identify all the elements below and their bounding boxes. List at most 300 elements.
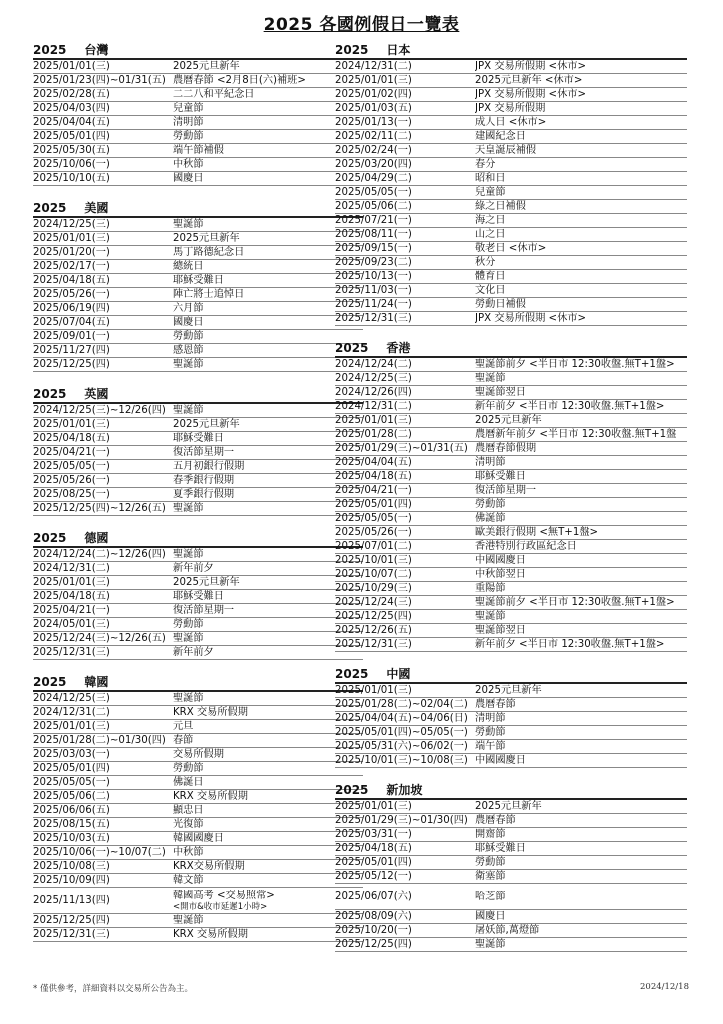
holiday-date: 2025/01/13(一) bbox=[335, 117, 412, 128]
holiday-date: 2025/01/01(三) bbox=[335, 685, 412, 696]
holiday-name-text: 聖誕節 bbox=[173, 503, 204, 514]
holiday-name-text: 聖誕節翌日 bbox=[475, 625, 526, 636]
section-header bbox=[335, 340, 687, 358]
table-row bbox=[335, 88, 687, 102]
holiday-date: 2025/08/11(一) bbox=[335, 229, 412, 240]
holiday-date: 2025/10/03(五) bbox=[33, 833, 110, 844]
table-row bbox=[33, 358, 363, 372]
holiday-date: 2025/12/25(四) bbox=[33, 359, 110, 370]
holiday-name bbox=[475, 828, 687, 841]
holiday-name bbox=[475, 638, 687, 651]
holiday-name-text: 中秋節 bbox=[173, 847, 204, 858]
holiday-name bbox=[475, 938, 687, 951]
table-row bbox=[33, 274, 363, 288]
holiday-date: 2025/05/05(一) bbox=[33, 461, 110, 472]
holiday-date: 2025/05/31(六)~06/02(一) bbox=[335, 741, 468, 752]
holiday-name-text: 新年前夕 <半日市 12:30收盤.無T+1盤> bbox=[475, 639, 665, 650]
holiday-date: 2024/12/31(二) bbox=[335, 61, 412, 72]
holiday-name bbox=[475, 870, 687, 883]
holiday-date: 2025/01/20(一) bbox=[33, 247, 110, 258]
holiday-note: <開市&收市延遲1小時> bbox=[173, 901, 268, 912]
table-row bbox=[335, 256, 687, 270]
table-row bbox=[335, 740, 687, 754]
table-row bbox=[335, 828, 687, 842]
holiday-name bbox=[475, 144, 687, 157]
holiday-name-text: 海之日 bbox=[475, 215, 506, 226]
holiday-name-text: 聖誕節 bbox=[173, 915, 204, 926]
holiday-name-text: 2025元旦新年 bbox=[475, 415, 542, 426]
holiday-date: 2025/11/27(四) bbox=[33, 345, 110, 356]
holiday-section bbox=[335, 42, 687, 326]
holiday-name bbox=[475, 740, 687, 753]
holiday-date: 2025/06/19(四) bbox=[33, 303, 110, 314]
table-row bbox=[33, 218, 363, 232]
section-country: 新加坡 bbox=[386, 783, 423, 797]
table-row bbox=[335, 800, 687, 814]
table-row bbox=[335, 870, 687, 884]
table-row bbox=[33, 832, 363, 846]
holiday-name-text: 聖誕節 bbox=[475, 611, 506, 622]
holiday-name bbox=[475, 442, 687, 455]
section-country: 日本 bbox=[386, 43, 411, 57]
holiday-name-text: 聖誕節 bbox=[173, 549, 204, 560]
table-row bbox=[335, 856, 687, 870]
holiday-date: 2025/01/23(四)~01/31(五) bbox=[33, 75, 166, 86]
section-year: 2025 bbox=[335, 43, 369, 57]
table-row bbox=[335, 814, 687, 828]
holiday-date: 2025/01/01(三) bbox=[33, 233, 110, 244]
table-row bbox=[33, 562, 363, 576]
holiday-date: 2025/04/18(五) bbox=[335, 471, 412, 482]
holiday-name-text: 聖誕節 bbox=[173, 693, 204, 704]
holiday-name-text: 農曆春節假期 bbox=[475, 443, 537, 454]
holiday-name bbox=[475, 74, 687, 87]
holiday-date: 2025/10/01(三)~10/08(三) bbox=[335, 755, 468, 766]
table-row bbox=[335, 358, 687, 372]
holiday-date: 2025/11/24(一) bbox=[335, 299, 412, 310]
holiday-name-text: 農曆春節 bbox=[475, 699, 516, 710]
holiday-name-text: 敬老日 <休市> bbox=[475, 243, 547, 254]
holiday-name bbox=[475, 800, 687, 813]
holiday-date: 2025/04/04(五) bbox=[335, 457, 412, 468]
holiday-section bbox=[335, 782, 687, 952]
holiday-name bbox=[475, 158, 687, 171]
holiday-name-text: 聖誕節 bbox=[173, 405, 204, 416]
holiday-name-text: 陣亡將士追悼日 bbox=[173, 289, 245, 300]
holiday-name-text: 中秋節翌日 bbox=[475, 569, 526, 580]
table-row bbox=[335, 214, 687, 228]
holiday-name bbox=[475, 856, 687, 869]
table-row bbox=[33, 316, 363, 330]
holiday-name-text: 農曆春節 <2月8日(六)補班> bbox=[173, 75, 306, 86]
holiday-date: 2025/01/01(三) bbox=[33, 419, 110, 430]
holiday-date: 2025/09/23(二) bbox=[335, 257, 412, 268]
holiday-date: 2024/12/24(二) bbox=[335, 359, 412, 370]
holiday-name-text: 聖誕節前夕 <半日市 12:30收盤.無T+1盤> bbox=[475, 597, 675, 608]
holiday-date: 2025/05/26(一) bbox=[33, 289, 110, 300]
table-row bbox=[335, 372, 687, 386]
table-row bbox=[33, 860, 363, 874]
table-row bbox=[33, 246, 363, 260]
table-row bbox=[335, 610, 687, 624]
holiday-name-text: 春節 bbox=[173, 735, 194, 746]
holiday-name bbox=[475, 456, 687, 469]
holiday-date: 2025/05/06(二) bbox=[335, 201, 412, 212]
holiday-name bbox=[475, 712, 687, 725]
holiday-name-text: 2025元旦新年 bbox=[173, 233, 240, 244]
holiday-date: 2025/12/25(四) bbox=[335, 611, 412, 622]
table-row bbox=[335, 754, 687, 768]
holiday-date: 2025/05/05(一) bbox=[335, 513, 412, 524]
holiday-name bbox=[475, 400, 687, 413]
holiday-name-text: 新年前夕 <半日市 12:30收盤.無T+1盤> bbox=[475, 401, 665, 412]
holiday-name-text: JPX 交易所假期 <休市> bbox=[475, 61, 586, 72]
holiday-name-text: 顯忠日 bbox=[173, 805, 204, 816]
section-year: 2025 bbox=[33, 43, 67, 57]
table-row bbox=[335, 172, 687, 186]
holiday-name-text: 耶穌受難日 bbox=[173, 275, 224, 286]
holiday-name-text: 勞動節 bbox=[173, 331, 204, 342]
table-row bbox=[33, 102, 363, 116]
table-row bbox=[335, 470, 687, 484]
table-row bbox=[33, 330, 363, 344]
holiday-name bbox=[475, 568, 687, 581]
table-row bbox=[33, 846, 363, 860]
holiday-name-text: 秋分 bbox=[475, 257, 496, 268]
holiday-date: 2025/10/10(五) bbox=[33, 173, 110, 184]
section-year: 2025 bbox=[33, 387, 67, 401]
holiday-name-text: 體育日 bbox=[475, 271, 506, 282]
holiday-date: 2025/01/03(五) bbox=[335, 103, 412, 114]
table-row bbox=[335, 624, 687, 638]
holiday-name-text: 聖誕節 bbox=[475, 373, 506, 384]
holiday-date: 2024/05/01(三) bbox=[33, 619, 110, 630]
holiday-name bbox=[475, 358, 687, 371]
holiday-date: 2025/08/15(五) bbox=[33, 819, 110, 830]
table-row bbox=[335, 498, 687, 512]
table-row bbox=[33, 604, 363, 618]
table-row bbox=[335, 144, 687, 158]
holiday-date: 2025/12/25(四)~12/26(五) bbox=[33, 503, 166, 514]
holiday-name-text: 屠妖節,萬燈節 bbox=[475, 925, 540, 936]
table-row bbox=[335, 512, 687, 526]
holiday-date: 2025/01/02(四) bbox=[335, 89, 412, 100]
holiday-name-text: 山之日 bbox=[475, 229, 506, 240]
table-row bbox=[335, 582, 687, 596]
table-row bbox=[335, 386, 687, 400]
holiday-name bbox=[475, 842, 687, 855]
holiday-name-text: 清明節 bbox=[475, 457, 506, 468]
table-row bbox=[33, 488, 363, 502]
holiday-date: 2025/07/21(一) bbox=[335, 215, 412, 226]
table-row bbox=[33, 590, 363, 604]
holiday-name-text: 耶穌受難日 bbox=[173, 591, 224, 602]
holiday-name bbox=[475, 814, 687, 827]
holiday-date: 2025/09/15(一) bbox=[335, 243, 412, 254]
holiday-name-text: 夏季銀行假期 bbox=[173, 489, 235, 500]
holiday-name-text: 聖誕節前夕 <半日市 12:30收盤.無T+1盤> bbox=[475, 359, 675, 370]
holiday-date: 2025/04/18(五) bbox=[33, 591, 110, 602]
table-row bbox=[335, 726, 687, 740]
holiday-date: 2025/10/09(四) bbox=[33, 875, 110, 886]
holiday-date: 2025/02/11(二) bbox=[335, 131, 412, 142]
holiday-name-text: 中國國慶日 bbox=[475, 555, 526, 566]
holiday-date: 2025/04/04(五)~04/06(日) bbox=[335, 713, 468, 724]
holiday-date: 2024/12/25(三)~12/26(四) bbox=[33, 405, 166, 416]
holiday-name bbox=[475, 372, 687, 385]
holiday-date: 2024/12/24(二)~12/26(四) bbox=[33, 549, 166, 560]
table-row bbox=[33, 172, 363, 186]
holiday-date: 2025/10/29(三) bbox=[335, 583, 412, 594]
table-row bbox=[335, 270, 687, 284]
holiday-date: 2025/11/13(四) bbox=[33, 894, 110, 906]
holiday-date: 2025/12/25(四) bbox=[335, 939, 412, 950]
table-row bbox=[33, 74, 363, 88]
table-row bbox=[33, 776, 363, 790]
holiday-name-text: 耶穌受難日 bbox=[173, 433, 224, 444]
holiday-name-text: 勞動節 bbox=[173, 763, 204, 774]
holiday-date: 2025/11/03(一) bbox=[335, 285, 412, 296]
holiday-date: 2025/05/01(四)~05/05(一) bbox=[335, 727, 468, 738]
holiday-name-text: 復活節星期一 bbox=[475, 485, 537, 496]
holiday-name-text: 耶穌受難日 bbox=[475, 843, 526, 854]
holiday-section bbox=[33, 530, 363, 660]
holiday-name-text: 2025元旦新年 bbox=[173, 61, 240, 72]
holiday-date: 2025/08/25(一) bbox=[33, 489, 110, 500]
holiday-name-text: 兒童節 bbox=[173, 103, 204, 114]
holiday-name-text: 綠之日補假 bbox=[475, 201, 526, 212]
holiday-name bbox=[475, 116, 687, 129]
holiday-name bbox=[475, 582, 687, 595]
table-row bbox=[335, 568, 687, 582]
table-row bbox=[335, 712, 687, 726]
table-row bbox=[33, 460, 363, 474]
holiday-name bbox=[475, 910, 687, 923]
holiday-date: 2025/12/31(三) bbox=[33, 647, 110, 658]
table-row bbox=[33, 818, 363, 832]
holiday-date: 2025/05/01(四) bbox=[33, 131, 110, 142]
holiday-name-text: 新年前夕 bbox=[173, 647, 214, 658]
holiday-name bbox=[475, 554, 687, 567]
holiday-date: 2025/05/26(一) bbox=[33, 475, 110, 486]
table-row bbox=[335, 456, 687, 470]
holiday-date: 2025/01/01(三) bbox=[33, 61, 110, 72]
holiday-date: 2025/03/20(四) bbox=[335, 159, 412, 170]
holiday-date: 2024/12/31(二) bbox=[33, 707, 110, 718]
table-row bbox=[335, 698, 687, 712]
holiday-date: 2024/12/26(四) bbox=[335, 387, 412, 398]
holiday-name bbox=[475, 754, 687, 767]
holiday-name-text: 佛誕節 bbox=[475, 513, 506, 524]
table-row bbox=[33, 344, 363, 358]
holiday-name-text: 天皇誕辰補假 bbox=[475, 145, 537, 156]
section-country: 台灣 bbox=[84, 43, 109, 57]
holiday-name-text: JPX 交易所假期 bbox=[475, 103, 546, 114]
holiday-date: 2025/07/04(五) bbox=[33, 317, 110, 328]
holiday-name-text: 文化日 bbox=[475, 285, 506, 296]
table-row bbox=[335, 284, 687, 298]
holiday-date: 2025/01/28(二)~01/30(四) bbox=[33, 735, 166, 746]
holiday-name-text: 清明節 bbox=[475, 713, 506, 724]
holiday-date: 2025/05/30(五) bbox=[33, 145, 110, 156]
holiday-name bbox=[475, 130, 687, 143]
table-row bbox=[335, 312, 687, 326]
holiday-date: 2025/12/31(三) bbox=[33, 929, 110, 940]
section-year: 2025 bbox=[335, 783, 369, 797]
section-header bbox=[33, 530, 363, 548]
table-row bbox=[335, 158, 687, 172]
holiday-section bbox=[33, 674, 363, 942]
table-row bbox=[33, 232, 363, 246]
holiday-date: 2025/02/28(五) bbox=[33, 89, 110, 100]
holiday-date: 2025/05/01(四) bbox=[33, 763, 110, 774]
holiday-name-text: 香港特別行政區紀念日 bbox=[475, 541, 577, 552]
section-country: 韓國 bbox=[84, 675, 109, 689]
holiday-name-text: 2025元旦新年 bbox=[475, 801, 542, 812]
holiday-date: 2025/01/01(三) bbox=[335, 801, 412, 812]
holiday-date: 2025/05/01(四) bbox=[335, 857, 412, 868]
table-row bbox=[335, 884, 687, 910]
table-row bbox=[335, 242, 687, 256]
holiday-name bbox=[475, 200, 687, 213]
holiday-name-text: 勞動日補假 bbox=[475, 299, 526, 310]
table-row bbox=[33, 804, 363, 818]
table-row bbox=[335, 526, 687, 540]
table-row bbox=[335, 938, 687, 952]
holiday-name-text: 中國國慶日 bbox=[475, 755, 526, 766]
holiday-date: 2025/01/01(三) bbox=[335, 75, 412, 86]
section-country: 香港 bbox=[386, 341, 411, 355]
table-row bbox=[335, 924, 687, 938]
holiday-name-text: 馬丁路德紀念日 bbox=[173, 247, 245, 258]
table-row bbox=[335, 484, 687, 498]
holiday-name-text: 總統日 bbox=[173, 261, 204, 272]
table-row bbox=[33, 914, 363, 928]
holiday-date: 2025/05/12(一) bbox=[335, 871, 412, 882]
holiday-name-text: 復活節星期一 bbox=[173, 447, 235, 458]
section-header bbox=[335, 782, 687, 800]
holiday-name-text: 重陽節 bbox=[475, 583, 506, 594]
holiday-name-text: 六月節 bbox=[173, 303, 204, 314]
table-row bbox=[335, 910, 687, 924]
holiday-name bbox=[475, 172, 687, 185]
holiday-name-text: 元旦 bbox=[173, 721, 194, 732]
holiday-name-text: JPX 交易所假期 <休市> bbox=[475, 89, 586, 100]
holiday-name bbox=[475, 60, 687, 73]
holiday-name-text: JPX 交易所假期 <休市> bbox=[475, 313, 586, 324]
table-row bbox=[33, 260, 363, 274]
section-header bbox=[335, 666, 687, 684]
holiday-date: 2025/04/21(一) bbox=[33, 605, 110, 616]
table-row bbox=[33, 60, 363, 74]
holiday-name bbox=[475, 270, 687, 283]
table-row bbox=[335, 102, 687, 116]
section-header bbox=[33, 200, 363, 218]
holiday-date: 2025/12/25(四) bbox=[33, 915, 110, 926]
holiday-name bbox=[475, 698, 687, 711]
section-header bbox=[33, 674, 363, 692]
section-year: 2025 bbox=[33, 675, 67, 689]
holiday-date: 2025/01/01(三) bbox=[33, 721, 110, 732]
table-row bbox=[33, 158, 363, 172]
holiday-name bbox=[475, 102, 687, 115]
section-header bbox=[33, 386, 363, 404]
holiday-date: 2025/12/31(三) bbox=[335, 639, 412, 650]
holiday-name bbox=[475, 526, 687, 539]
holiday-name bbox=[475, 610, 687, 623]
section-year: 2025 bbox=[33, 531, 67, 545]
holiday-date: 2025/02/24(一) bbox=[335, 145, 412, 156]
table-row bbox=[33, 762, 363, 776]
holiday-date: 2025/03/31(一) bbox=[335, 829, 412, 840]
holiday-name-text: 勞動節 bbox=[173, 131, 204, 142]
table-row bbox=[335, 298, 687, 312]
table-row bbox=[33, 404, 363, 418]
table-row bbox=[33, 548, 363, 562]
table-row bbox=[33, 888, 363, 914]
table-row bbox=[335, 130, 687, 144]
holiday-name-text: KRX 交易所假期 bbox=[173, 929, 248, 940]
holiday-name bbox=[475, 924, 687, 937]
section-year: 2025 bbox=[33, 201, 67, 215]
table-row bbox=[33, 692, 363, 706]
holiday-name bbox=[475, 414, 687, 427]
holiday-date: 2025/05/06(二) bbox=[33, 791, 110, 802]
left-column bbox=[33, 42, 363, 956]
table-row bbox=[335, 842, 687, 856]
holiday-name-text: 開齋節 bbox=[475, 829, 506, 840]
table-row bbox=[335, 428, 687, 442]
holiday-date: 2025/04/18(五) bbox=[335, 843, 412, 854]
section-header bbox=[33, 42, 363, 60]
table-row bbox=[33, 432, 363, 446]
holiday-date: 2024/12/31(二) bbox=[33, 563, 110, 574]
holiday-name bbox=[475, 596, 687, 609]
table-row bbox=[335, 60, 687, 74]
holiday-name-text: 端午節 bbox=[475, 741, 506, 752]
holiday-date: 2025/01/28(二) bbox=[335, 429, 412, 440]
holiday-name-text: 兒童節 bbox=[475, 187, 506, 198]
holiday-name bbox=[475, 88, 687, 101]
holiday-date: 2025/04/21(一) bbox=[33, 447, 110, 458]
table-row bbox=[33, 116, 363, 130]
table-row bbox=[33, 790, 363, 804]
holiday-date: 2025/04/18(五) bbox=[33, 275, 110, 286]
page-title: 2025 各國例假日一覽表 bbox=[263, 15, 460, 35]
holiday-date: 2025/04/18(五) bbox=[33, 433, 110, 444]
holiday-name bbox=[475, 684, 687, 697]
table-row bbox=[335, 200, 687, 214]
holiday-date: 2025/04/04(五) bbox=[33, 117, 110, 128]
table-row bbox=[335, 596, 687, 610]
holiday-date: 2025/04/03(四) bbox=[33, 103, 110, 114]
section-header bbox=[335, 42, 687, 60]
holiday-date: 2025/05/26(一) bbox=[335, 527, 412, 538]
holiday-name-text: 中秋節 bbox=[173, 159, 204, 170]
holiday-date: 2025/01/01(三) bbox=[335, 415, 412, 426]
holiday-name-text: 勞動節 bbox=[475, 499, 506, 510]
holiday-date: 2025/06/07(六) bbox=[335, 890, 412, 902]
holiday-date: 2025/01/29(三)~01/31(五) bbox=[335, 443, 468, 454]
holiday-date: 2025/12/31(三) bbox=[335, 313, 412, 324]
holiday-section bbox=[33, 42, 363, 186]
table-row bbox=[33, 130, 363, 144]
holiday-name-text: 光復節 bbox=[173, 819, 204, 830]
holiday-date: 2025/10/07(二) bbox=[335, 569, 412, 580]
holiday-name-text: 農曆春節 bbox=[475, 815, 516, 826]
holiday-date: 2025/10/13(一) bbox=[335, 271, 412, 282]
holiday-date: 2025/05/05(一) bbox=[335, 187, 412, 198]
